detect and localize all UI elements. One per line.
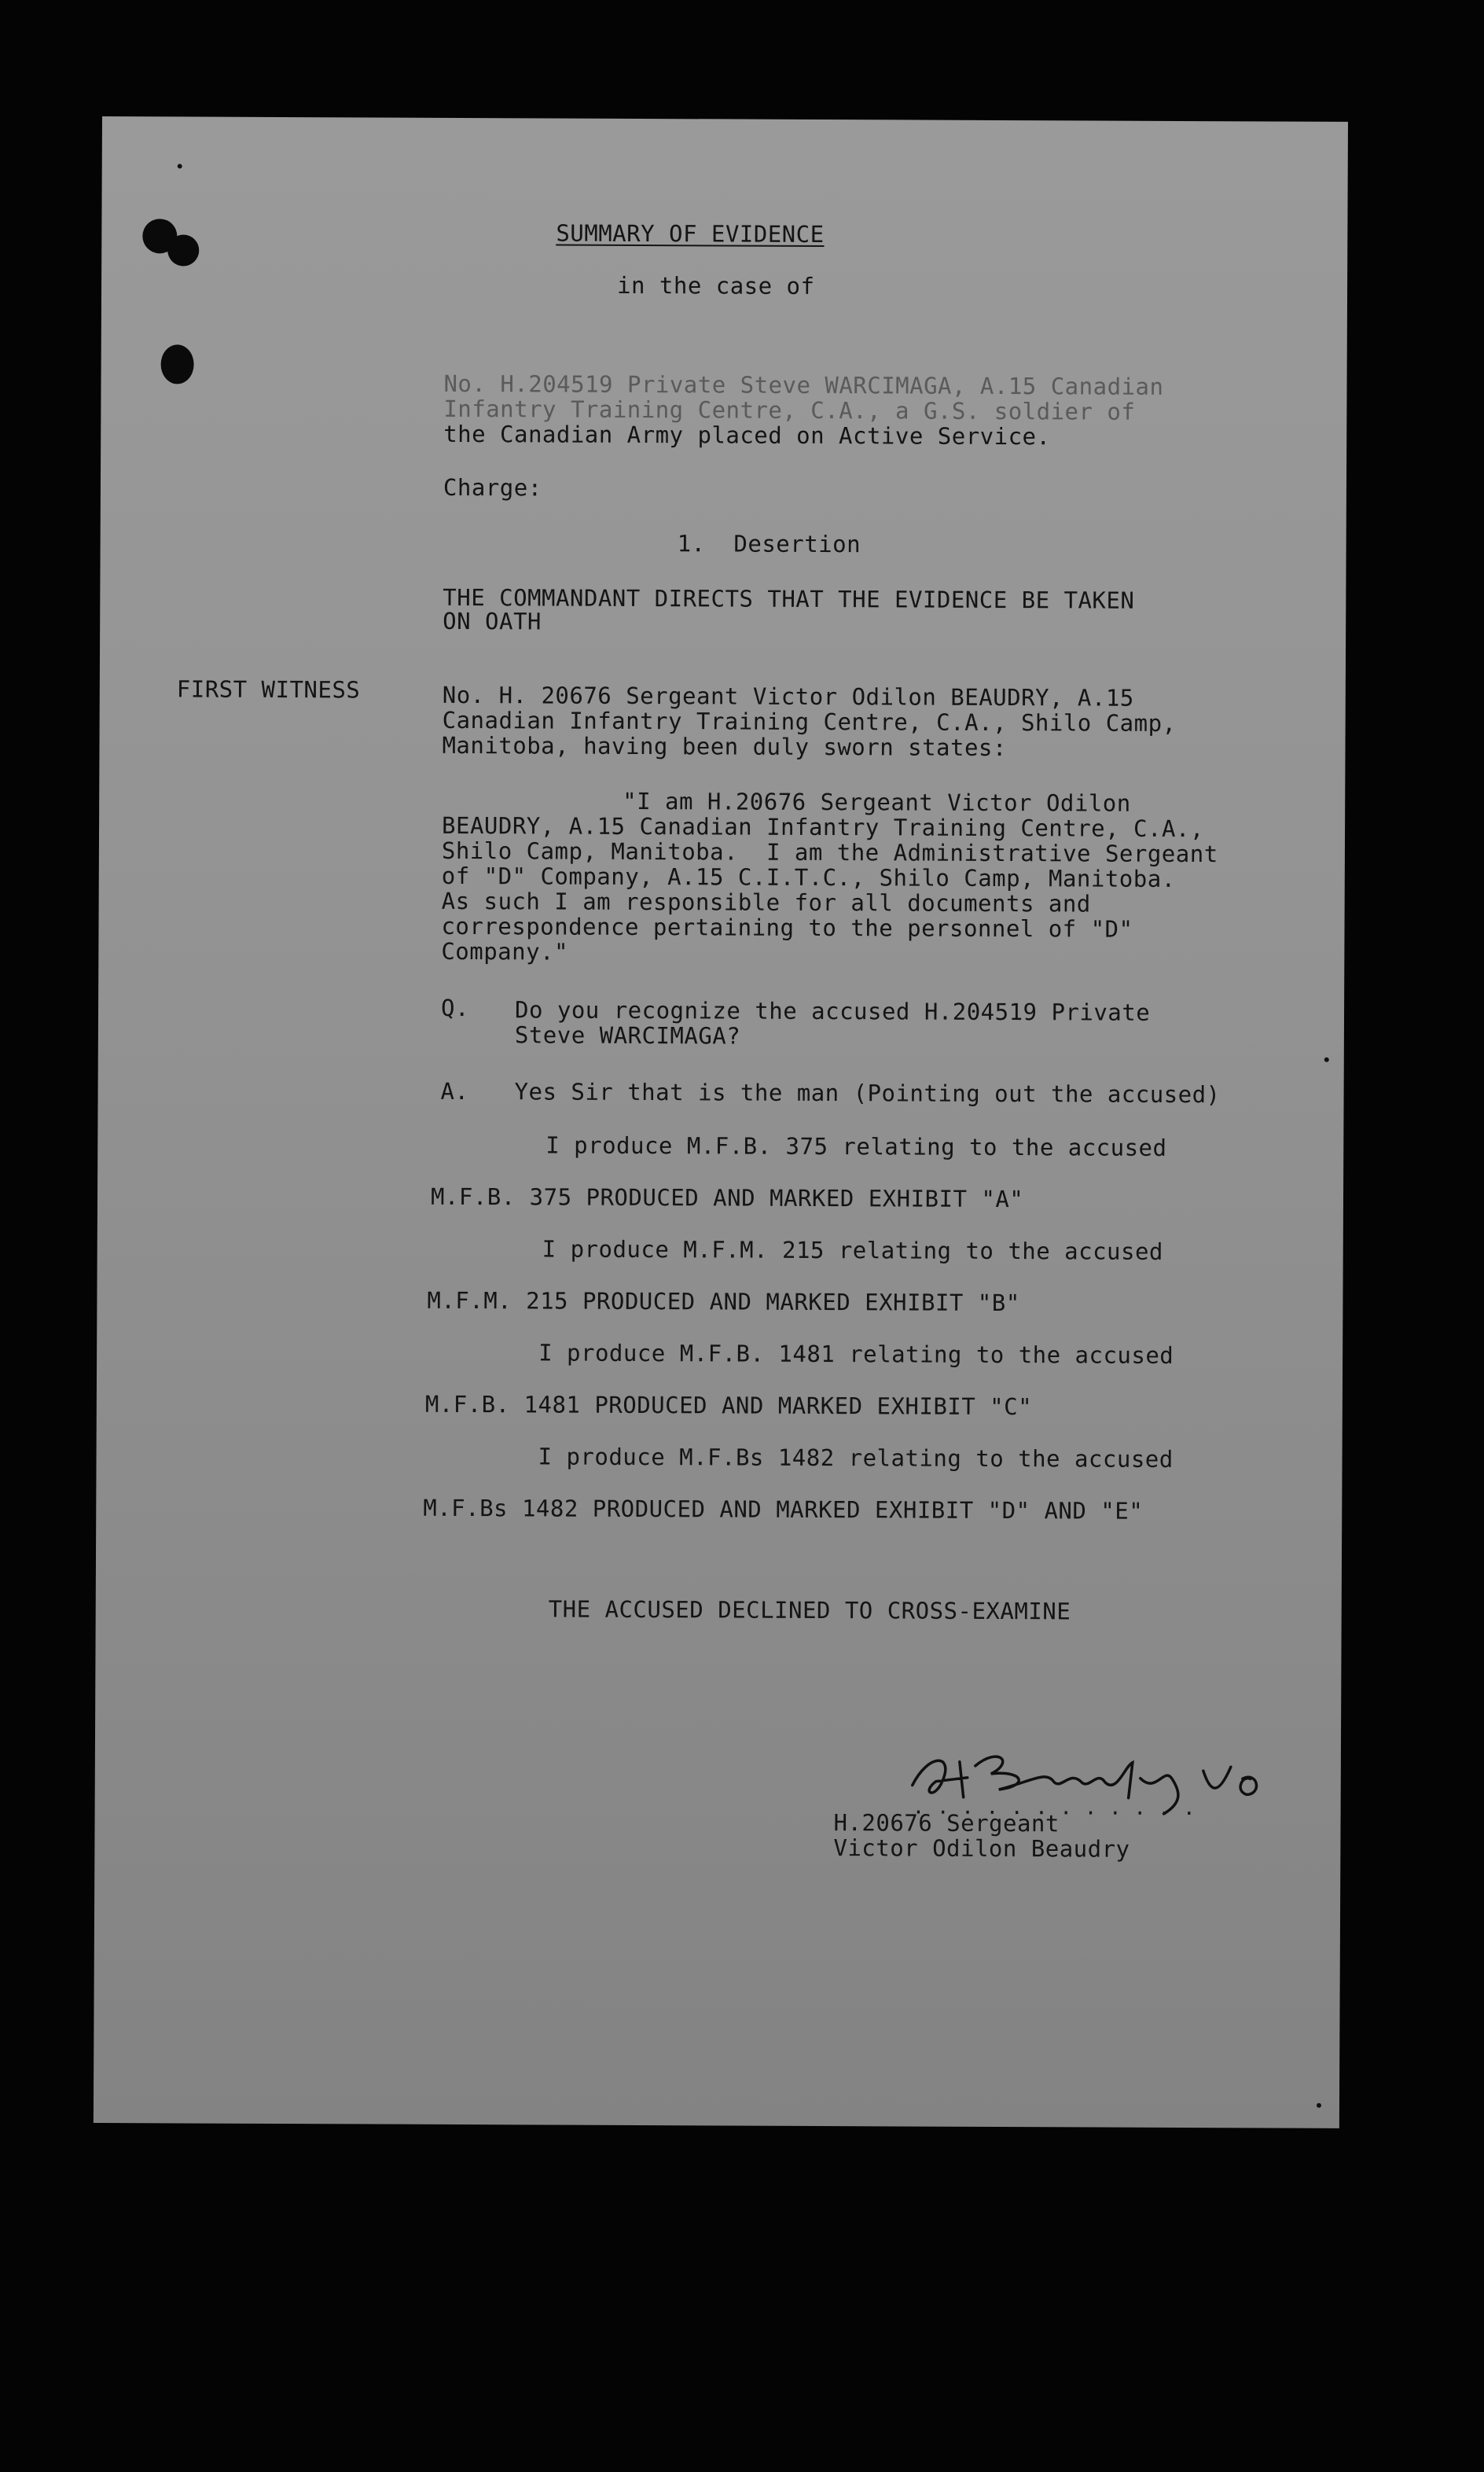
statement-line-4: of "D" Company, A.15 C.I.T.C., Shilo Camp, Manitoba. bbox=[441, 862, 1176, 892]
answer-label: A. bbox=[440, 1077, 469, 1105]
statement-line-2: BEAUDRY, A.15 Canadian Infantry Training Centre, C.A., bbox=[441, 811, 1204, 843]
speck bbox=[1324, 1058, 1329, 1062]
signature-line-1: H.20676 Sergeant bbox=[833, 1809, 1060, 1837]
exhibit-produce-c: I produce M.F.B. 1481 relating to the accused bbox=[538, 1339, 1174, 1369]
question-line-2: Steve WARCIMAGA? bbox=[514, 1021, 741, 1050]
cross-exam-note: THE ACCUSED DECLINED TO CROSS-EXAMINE bbox=[548, 1595, 1071, 1625]
signature-dots: . . . . . . . . . . . . bbox=[912, 1795, 1196, 1821]
answer-text: Yes Sir that is the man (Pointing out the accused) bbox=[514, 1078, 1221, 1109]
document-title: SUMMARY OF EVIDENCE bbox=[556, 219, 825, 248]
question-line-1: Do you recognize the accused H.204519 Private bbox=[514, 996, 1151, 1026]
oath-line-1: THE COMMANDANT DIRECTS THAT THE EVIDENCE BE TAKEN bbox=[443, 583, 1135, 614]
charge-label: Charge: bbox=[443, 473, 542, 502]
oath-line-2: ON OATH bbox=[443, 607, 542, 635]
statement-line-7: Company." bbox=[441, 937, 569, 966]
charge-item: 1. Desertion bbox=[677, 530, 861, 558]
question-label: Q. bbox=[440, 994, 470, 1022]
speck bbox=[178, 164, 182, 168]
exhibit-produce-b: I produce M.F.M. 215 relating to the accused bbox=[542, 1235, 1164, 1265]
exhibit-marked-a: M.F.B. 375 PRODUCED AND MARKED EXHIBIT "A" bbox=[430, 1183, 1024, 1213]
signature-line-2: Victor Odilon Beaudry bbox=[833, 1834, 1130, 1863]
ink-blot bbox=[161, 344, 194, 384]
speck bbox=[1317, 2103, 1321, 2108]
document-page bbox=[94, 116, 1348, 2128]
ink-blot bbox=[167, 234, 199, 266]
witness-label: FIRST WITNESS bbox=[176, 675, 361, 704]
accused-line-3: the Canadian Army placed on Active Service. bbox=[443, 420, 1051, 451]
exhibit-marked-de: M.F.Bs 1482 PRODUCED AND MARKED EXHIBIT "D" AND "E" bbox=[423, 1494, 1144, 1525]
statement-line-1: "I am H.20676 Sergeant Victor Odilon bbox=[623, 787, 1131, 817]
accused-line-2: Infantry Training Centre, C.A., a G.S. soldier of bbox=[443, 395, 1136, 425]
statement-line-3: Shilo Camp, Manitoba. I am the Administrative Sergeant bbox=[441, 837, 1218, 868]
exhibit-marked-c: M.F.B. 1481 PRODUCED AND MARKED EXHIBIT "C" bbox=[424, 1390, 1033, 1421]
exhibit-produce-de: I produce M.F.Bs 1482 relating to the accused bbox=[538, 1443, 1174, 1473]
exhibit-marked-b: M.F.M. 215 PRODUCED AND MARKED EXHIBIT "B" bbox=[427, 1286, 1020, 1317]
witness-line-1: No. H. 20676 Sergeant Victor Odilon BEAUDRY, A.15 bbox=[442, 681, 1134, 712]
exhibit-produce-a: I produce M.F.B. 375 relating to the accused bbox=[545, 1131, 1167, 1161]
accused-line-1: No. H.204519 Private Steve WARCIMAGA, A.15 Canadian bbox=[443, 370, 1164, 400]
witness-line-2: Canadian Infantry Training Centre, C.A., Shilo Camp, bbox=[442, 706, 1177, 737]
statement-line-6: correspondence pertaining to the personnel of "D" bbox=[441, 912, 1133, 943]
document-subtitle: in the case of bbox=[616, 271, 815, 300]
witness-line-3: Manitoba, having been duly sworn states: bbox=[442, 731, 1007, 762]
statement-line-5: As such I am responsible for all documents and bbox=[441, 887, 1091, 918]
